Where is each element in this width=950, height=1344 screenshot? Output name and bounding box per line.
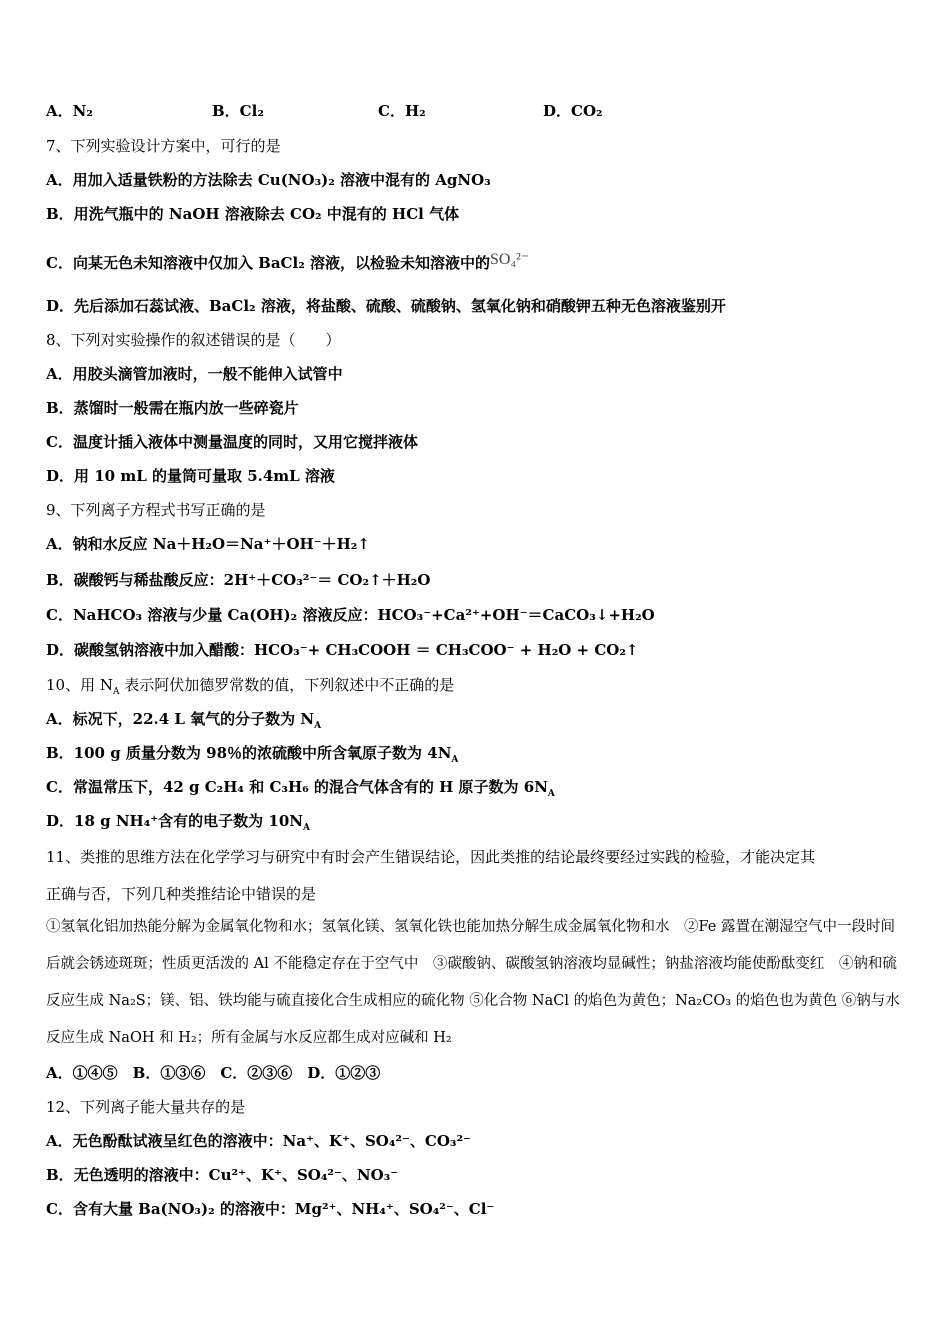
q10-option-c: C．常温常压下，42 g C₂H₄ 和 C₃H₆ 的混合气体含有的 H 原子数为 $6N_A$ (46, 778, 555, 799)
q11-stem-line1: 11、类推的思维方法在化学学习与研究中有时会产生错误结论，因此类推的结论最终要经过实践的检验，才能决定其 (46, 848, 816, 866)
q6-option-a: A．N₂ (46, 102, 93, 120)
q7-option-d: D．先后添加石蕊试液、BaCl₂ 溶液，将盐酸、硫酸、硫酸钠、氢氧化钠和硝酸钾五种无色溶液鉴别开 (46, 297, 726, 315)
q7-option-a: A．用加入适量铁粉的方法除去 Cu(NO₃)₂ 溶液中混有的 AgNO₃ (46, 171, 491, 189)
q8-option-a: A．用胶头滴管加液时，一般不能伸入试管中 (46, 365, 343, 383)
q12-stem: 12、下列离子能大量共存的是 (46, 1098, 246, 1116)
q9-stem: 9、下列离子方程式书写正确的是 (46, 501, 266, 519)
q12-option-b: B．无色透明的溶液中：Cu²⁺、K⁺、SO₄²⁻、NO₃⁻ (46, 1166, 399, 1184)
q7-option-b: B．用洗气瓶中的 NaOH 溶液除去 CO₂ 中混有的 HCl 气体 (46, 205, 460, 223)
q8-stem: 8、下列对实验操作的叙述错误的是（ ） (46, 331, 341, 349)
q7-stem: 7、下列实验设计方案中，可行的是 (46, 137, 281, 155)
q9-option-d: D．碳酸氢钠溶液中加入醋酸：HCO₃⁻+ CH₃COOH ＝ CH₃COO⁻ + H₂O + CO₂↑ (46, 641, 639, 659)
q11-stem-line2: 正确与否，下列几种类推结论中错误的是 (46, 885, 317, 903)
q7-option-c (46, 250, 529, 273)
q9-option-c: C．NaHCO₃ 溶液与少量 Ca(OH)₂ 溶液反应：HCO₃⁻+Ca²⁺+OH⁻＝CaCO₃↓+H₂O (46, 606, 655, 624)
q6-option-b: B．Cl₂ (212, 102, 264, 120)
q8-option-d: D．用 10 mL 的量筒可量取 5.4mL 溶液 (46, 467, 335, 485)
q12-option-c: C．含有大量 Ba(NO₃)₂ 的溶液中：Mg²⁺、NH₄⁺、SO₄²⁻、Cl⁻ (46, 1200, 495, 1218)
q10-stem: 10、用 $N_A$ 表示阿伏加德罗常数的值，下列叙述中不正确的是 (46, 676, 455, 697)
q8-option-c: C．温度计插入液体中测量温度的同时，又用它搅拌液体 (46, 433, 418, 451)
q11-body: ①氢氧化铝加热能分解为金属氧化物和水；氢氧化镁、氢氧化铁也能加热分解生成金属氧化物和水 ②Fe 露置在潮湿空气中一段时间后就会锈迹斑斑；性质更活泼的 Al 不能稳定存在于空气中 ③碳酸钠、碳酸氢钠溶液均显碱性；钠盐溶液均能使酚酞变红 ④钠和硫反应生成 Na₂S；镁、铝、铁均能与硫直接化合生成相应的硫化物 ⑤化合物 NaCl 的焰色为黄色；Na₂CO₃ 的焰色也为黄色 ⑥钠与水反应生成 NaOH 和 H₂；所有金属与水反应都生成对应碱和 H₂ (46, 919, 900, 1046)
q11-options: A．①④⑤ B．①③⑥ C．②③⑥ D．①②③ (46, 1064, 381, 1082)
q7-option-c-text: C．向某无色未知溶液中仅加入 BaCl₂ 溶液，以检验未知溶液中的 (46, 254, 490, 272)
q6-option-d: D．CO₂ (543, 102, 603, 120)
q10-option-b: B．100 g 质量分数为 98％的浓硫酸中所含氧原子数为 $4N_A$ (46, 744, 459, 765)
q9-option-a: A．钠和水反应 Na＋H₂O＝Na⁺＋OH⁻＋H₂↑ (46, 535, 370, 553)
q9-option-b: B．碳酸钙与稀盐酸反应：2H⁺＋CO₃²⁻＝ CO₂↑＋H₂O (46, 571, 431, 589)
q10-option-a: A．标况下，22.4 L 氧气的分子数为 $N_A$ (46, 710, 322, 731)
q12-option-a: A．无色酚酞试液呈红色的溶液中：Na⁺、K⁺、SO₄²⁻、CO₃²⁻ (46, 1132, 471, 1150)
q8-option-b: B．蒸馏时一般需在瓶内放一些碎瓷片 (46, 399, 299, 417)
sulfate-ion-formula: SO₄²⁻ (490, 251, 530, 268)
q6-option-c: C．H₂ (378, 102, 426, 120)
q10-option-d: D．18 g NH₄⁺含有的电子数为 $10N_A$ (46, 812, 310, 833)
